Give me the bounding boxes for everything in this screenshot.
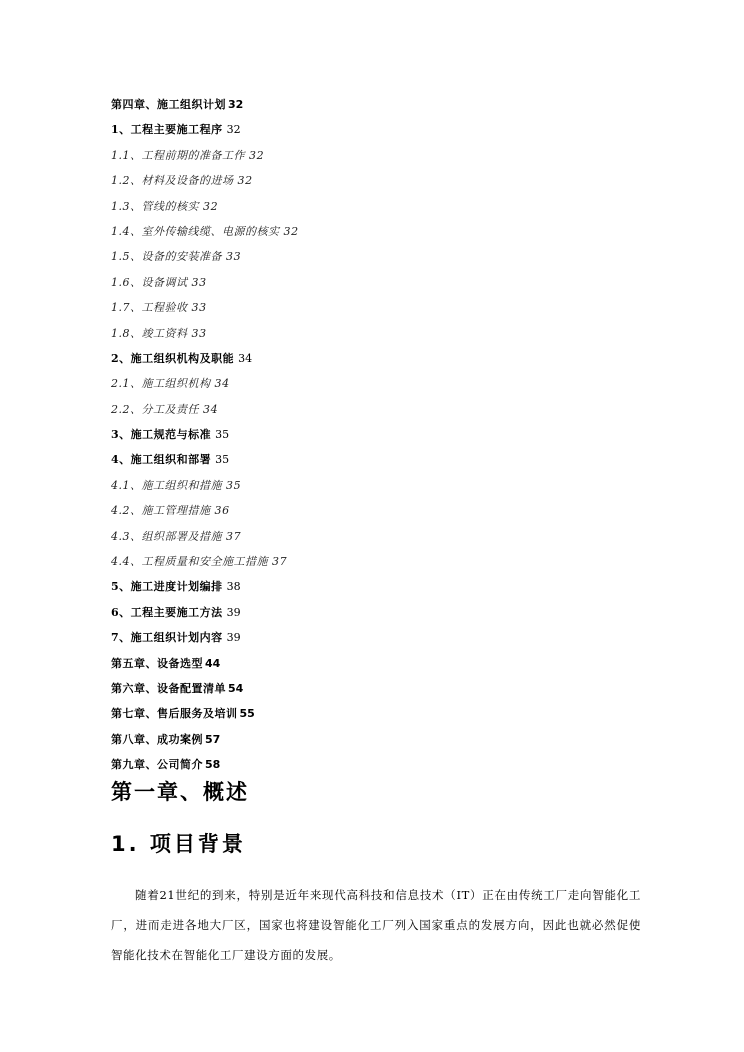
toc-entry-page: 37: [226, 529, 242, 543]
toc-entry-title: 第七章、售后服务及培训: [111, 707, 238, 721]
toc-entry[interactable]: [111, 346, 671, 371]
toc-entry-title: 1.4、室外传输线缆、电源的核实: [111, 224, 280, 238]
toc-entry[interactable]: [111, 701, 671, 726]
toc-entry[interactable]: [111, 371, 671, 396]
toc-entry-title: 2、施工组织机构及职能: [111, 351, 235, 365]
toc-entry[interactable]: [111, 92, 671, 117]
toc-entry[interactable]: [111, 752, 671, 777]
toc-entry-page: 54: [228, 681, 244, 695]
toc-entry[interactable]: [111, 244, 671, 269]
toc-entry-page: 34: [203, 402, 219, 416]
toc-entry[interactable]: [111, 498, 671, 523]
toc-entry[interactable]: [111, 321, 671, 346]
toc-entry-page: 55: [239, 707, 255, 721]
toc-entry[interactable]: [111, 397, 671, 422]
toc-entry[interactable]: [111, 295, 671, 320]
toc-entry-title: 1.1、工程前期的准备工作: [111, 148, 245, 162]
toc-entry[interactable]: [111, 194, 671, 219]
toc-entry[interactable]: [111, 524, 671, 549]
toc-entry-page: 32: [203, 199, 219, 213]
toc-entry-page: 38: [226, 580, 241, 594]
toc-entry-page: 32: [228, 98, 244, 111]
toc-entry[interactable]: [111, 651, 671, 676]
toc-entry-title: 5、施工进度计划编排: [111, 580, 223, 594]
toc-entry[interactable]: [111, 549, 671, 574]
toc-entry-page: 33: [191, 301, 207, 315]
toc-entry-title: 2.1、施工组织机构: [111, 377, 211, 391]
toc-entry[interactable]: [111, 422, 671, 447]
toc-entry[interactable]: [111, 447, 671, 472]
toc-entry[interactable]: [111, 727, 671, 752]
toc-entry-title: 第四章、施工组织计划: [111, 98, 226, 111]
toc-entry[interactable]: [111, 270, 671, 295]
toc-entry-page: 58: [205, 758, 221, 772]
toc-entry-page: 37: [272, 555, 288, 569]
toc-entry-title: 1.7、工程验收: [111, 301, 188, 315]
toc-entry[interactable]: [111, 143, 671, 168]
toc-entry[interactable]: [111, 473, 671, 498]
toc-entry-page: 35: [226, 478, 242, 492]
body-paragraph: 随着21世纪的到来，特别是近年来现代高科技和信息技术（IT）正在由传统工厂走向智能化工厂，进而走进各地大厂区，国家也将建设智能化工厂列入国家重点的发展方向，因此也就必然促使智能化技术在智能化工厂建设方面的发展。: [111, 888, 641, 962]
toc-entry-title: 第六章、设备配置清单: [111, 681, 226, 695]
toc-entry-page: 34: [214, 377, 230, 391]
toc-entry-page: 35: [215, 428, 230, 442]
toc-entry-title: 第九章、公司简介: [111, 758, 203, 772]
chapter-heading: 第一章、概述: [111, 780, 249, 804]
toc-entry-page: 34: [238, 351, 253, 365]
section-heading: 1. 项目背景: [111, 832, 246, 856]
toc-entry-title: 4.1、施工组织和措施: [111, 478, 222, 492]
toc-entry-title: 第八章、成功案例: [111, 732, 203, 746]
toc-entry-title: 7、施工组织计划内容: [111, 631, 223, 645]
toc-entry-page: 32: [249, 148, 265, 162]
toc-entry-title: 4.4、工程质量和安全施工措施: [111, 555, 268, 569]
toc-entry-title: 第五章、设备选型: [111, 656, 203, 670]
toc-entry[interactable]: [111, 625, 671, 650]
toc-entry-page: 57: [205, 732, 221, 746]
toc-entry[interactable]: [111, 600, 671, 625]
toc-entry[interactable]: [111, 574, 671, 599]
toc-entry-title: 2.2、分工及责任: [111, 402, 199, 416]
toc-entry-title: 1、工程主要施工程序: [111, 123, 223, 137]
toc-entry[interactable]: [111, 676, 671, 701]
toc-entry-page: 32: [283, 224, 299, 238]
toc-entry-title: 4.3、组织部署及措施: [111, 529, 222, 543]
toc-entry-title: 4.2、施工管理措施: [111, 504, 211, 518]
toc-entry-page: 36: [214, 504, 230, 518]
toc-entry-page: 44: [205, 656, 221, 670]
toc-entry-title: 1.6、设备调试: [111, 275, 188, 289]
toc-entry-title: 4、施工组织和部署: [111, 453, 212, 467]
toc-entry-page: 39: [226, 631, 241, 645]
toc-entry[interactable]: [111, 117, 671, 142]
toc-entry-page: 35: [215, 453, 230, 467]
toc-entry-page: 32: [237, 174, 253, 188]
toc-entry-page: 33: [226, 250, 242, 264]
toc-entry-page: 39: [226, 605, 241, 619]
toc-entry[interactable]: [111, 219, 671, 244]
toc-entry-title: 1.2、材料及设备的进场: [111, 174, 234, 188]
toc-entry[interactable]: [111, 168, 671, 193]
toc-entry-page: 33: [191, 275, 207, 289]
toc-entry-page: 33: [191, 326, 207, 340]
toc-entry-title: 3、施工规范与标准: [111, 428, 212, 442]
toc-entry-page: 32: [226, 123, 241, 137]
toc-entry-title: 1.8、竣工资料: [111, 326, 188, 340]
toc-entry-title: 1.5、设备的安装准备: [111, 250, 222, 264]
toc-entry-title: 1.3、管线的核实: [111, 199, 199, 213]
toc-entry-title: 6、工程主要施工方法: [111, 605, 223, 619]
table-of-contents: [111, 92, 671, 778]
